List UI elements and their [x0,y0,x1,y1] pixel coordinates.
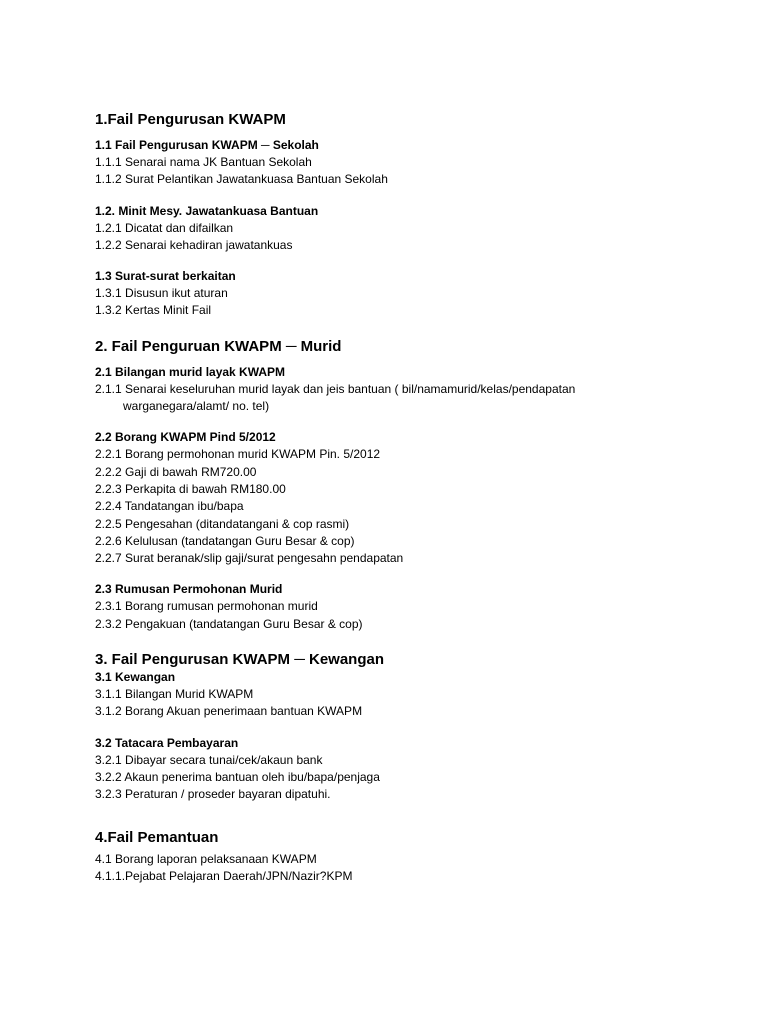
list-item: 3.1.2 Borang Akuan penerimaan bantuan KWAPM [95,704,363,719]
section-3-2-heading: 3.2 Tatacara Pembayaran [95,735,239,750]
list-item: 2.2.2 Gaji di bawah RM720.00 [95,464,257,479]
section-3-title: 3. Fail Pengurusan KWAPM ─ Kewangan [95,651,385,669]
list-item: 2.2.5 Pengesahan (ditandatangani & cop rasmi) [95,516,350,531]
document-body [95,110,735,885]
section-1-2-heading: 1.2. Minit Mesy. Jawatankuasa Bantuan [95,203,319,218]
list-item: 1.2.1 Dicatat dan difailkan [95,220,234,235]
list-item: 2.1.1 Senarai keseluruhan murid layak dan jeis bantuan ( bil/namamurid/kelas/pendapatan [95,381,576,396]
section-2-title: 2. Fail Penguruan KWAPM ─ Murid [95,337,342,355]
list-item: 2.2.1 Borang permohonan murid KWAPM Pin. 5/2012 [95,447,381,462]
list-item: 3.2.2 Akaun penerima bantuan oleh ibu/bapa/penjaga [95,769,380,784]
list-item: 2.2.4 Tandatangan ibu/bapa [95,499,244,514]
list-item: 2.2.3 Perkapita di bawah RM180.00 [95,481,286,496]
section-2-2-heading: 2.2 Borang KWAPM Pind 5/2012 [95,430,276,445]
list-item: 2.3.2 Pengakuan (tandatangan Guru Besar & cop) [95,616,363,631]
list-item: 1.3.2 Kertas Minit Fail [95,303,212,318]
list-item: 1.1.2 Surat Pelantikan Jawatankuasa Bantuan Sekolah [95,172,388,187]
list-item-continuation: warganegara/alamt/ no. tel) [123,399,270,414]
list-item: 2.2.6 Kelulusan (tandatangan Guru Besar & cop) [95,533,355,548]
section-2-3-heading: 2.3 Rumusan Permohonan Murid [95,582,283,597]
list-item: 2.2.7 Surat beranak/slip gaji/surat pengesahn pendapatan [95,551,404,566]
section-1-3-heading: 1.3 Surat-surat berkaitan [95,269,236,284]
list-item: 1.3.1 Disusun ikut aturan [95,286,228,301]
section-1-title: 1.Fail Pengurusan KWAPM [95,111,286,128]
list-item: 2.3.1 Borang rumusan permohonan murid [95,599,318,614]
list-item: 1.2.2 Senarai kehadiran jawatankuas [95,237,293,252]
list-item: 4.1 Borang laporan pelaksanaan KWAPM [95,851,317,866]
list-item: 3.1.1 Bilangan Murid KWAPM [95,687,254,702]
section-2-1-heading: 2.1 Bilangan murid layak KWAPM [95,364,286,379]
section-3-1-heading: 3.1 Kewangan [95,670,176,685]
list-item: 4.1.1.Pejabat Pelajaran Daerah/JPN/Nazir?KPM [95,868,353,883]
list-item: 1.1.1 Senarai nama JK Bantuan Sekolah [95,155,312,169]
list-item: 3.2.1 Dibayar secara tunai/cek/akaun bank [95,752,323,767]
list-item: 3.2.3 Peraturan / proseder bayaran dipatuhi. [95,787,331,802]
section-1-1-heading: 1.1 Fail Pengurusan KWAPM ─ Sekolah [95,138,319,152]
section-4-title: 4.Fail Pemantuan [95,828,219,846]
